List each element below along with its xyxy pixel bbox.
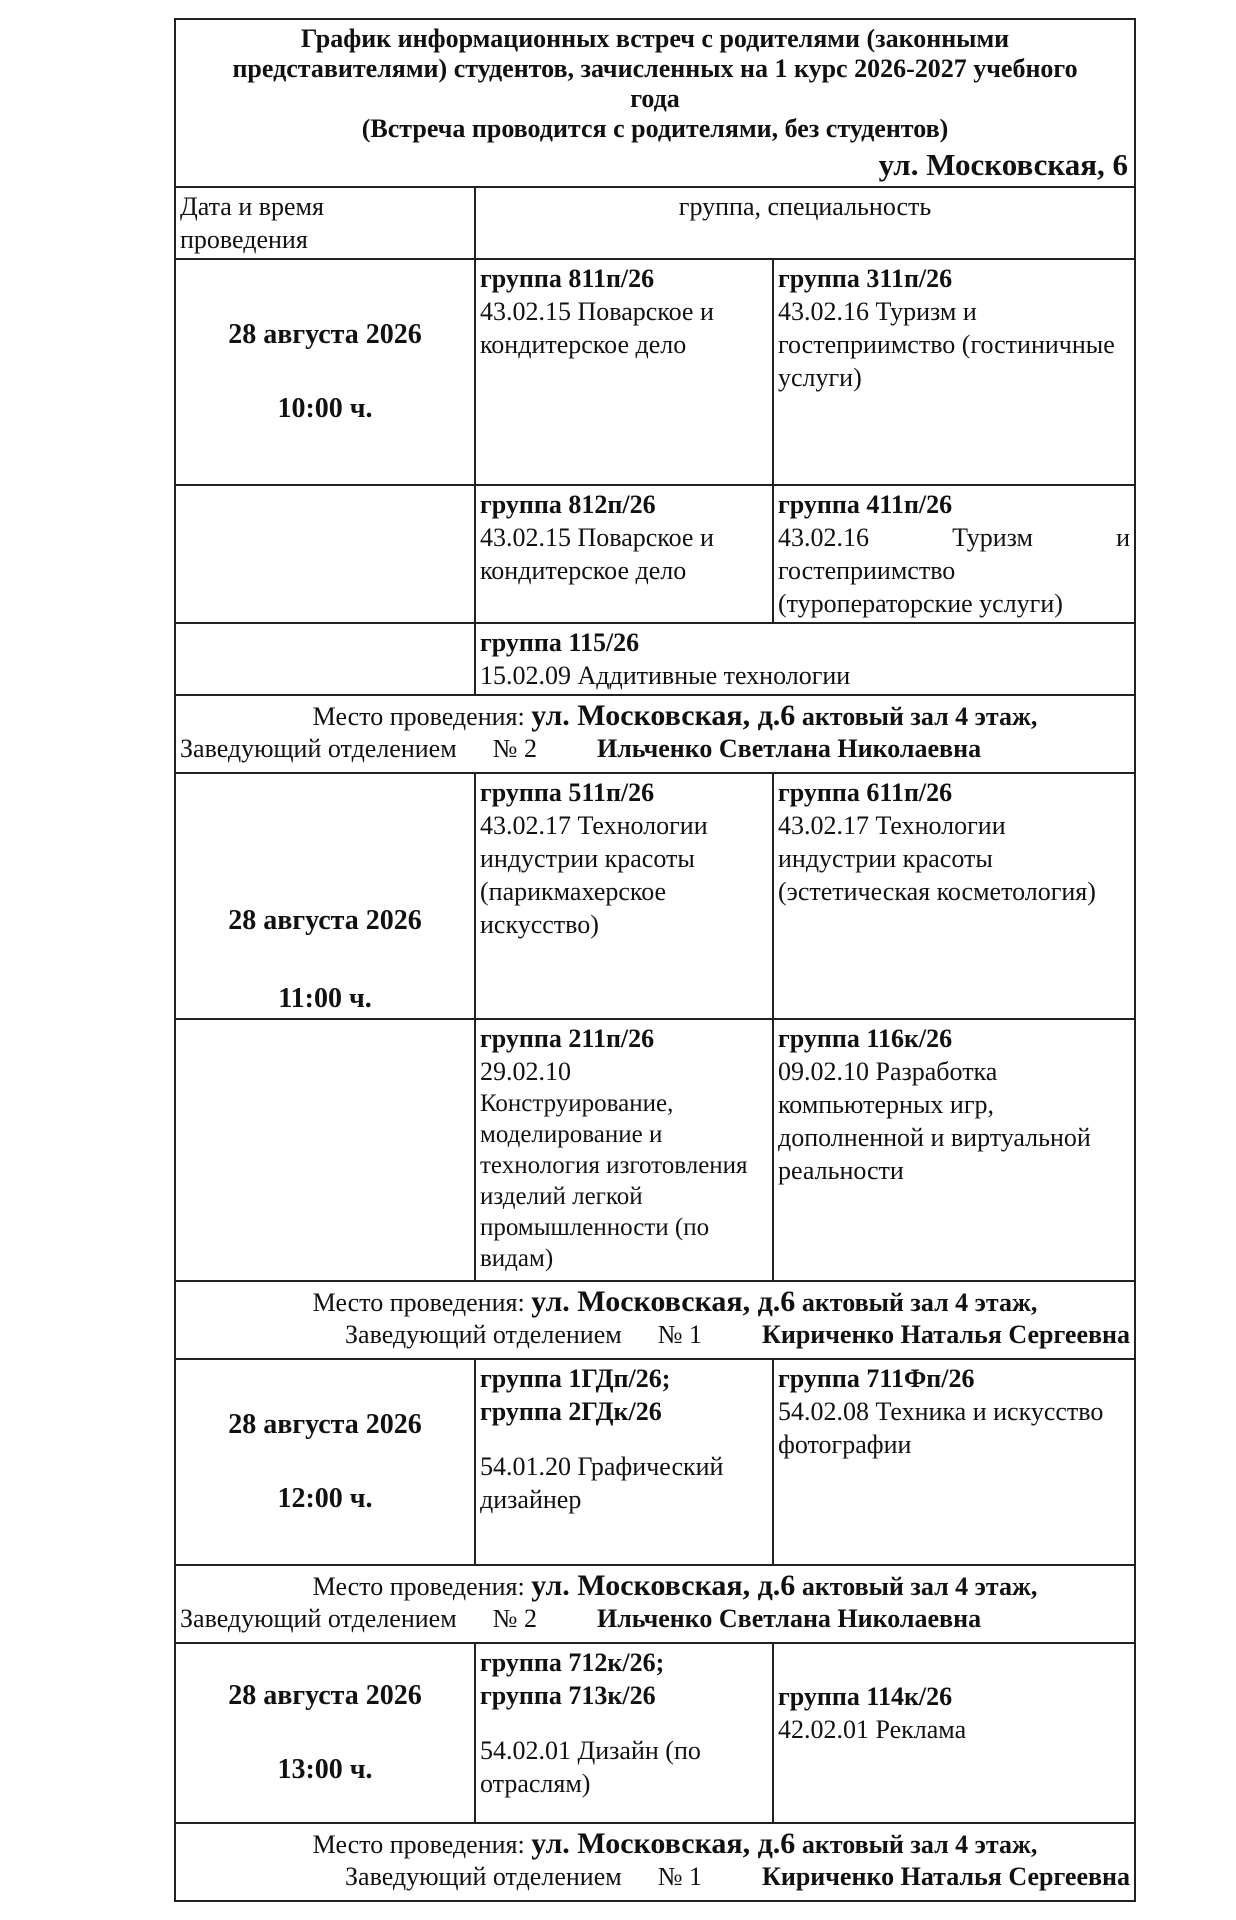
head-label: Заведующий отделением [345, 1862, 622, 1891]
specialty: 54.01.20 Графический дизайнер [480, 1452, 724, 1514]
session-2-date: 28 августа 2026 [228, 905, 422, 936]
group-name: группа 115/26 [480, 628, 640, 657]
specialty: 42.02.01 Реклама [778, 1715, 967, 1744]
head-label: Заведующий отделением [345, 1320, 622, 1349]
group-name-2: группа 713к/26 [480, 1681, 656, 1710]
specialty: 54.02.08 Техника и искусство фотографии [778, 1397, 1104, 1459]
place-address: ул. Московская, д.6 [531, 1285, 796, 1318]
group-name: группа 812п/26 [480, 490, 656, 519]
session-4-place-row [175, 1823, 1135, 1901]
session-4-time: 13:00 ч. [277, 1754, 373, 1785]
place-hall: актовый зал 4 этаж, [801, 1572, 1038, 1601]
head-name: Кириченко Наталья Сергеевна [762, 1320, 1131, 1349]
head-number: № 1 [657, 1862, 702, 1891]
head-number: № 2 [492, 734, 537, 763]
specialty: 43.02.17 Технологии индустрии красоты (эстетическая косметология) [778, 811, 1096, 906]
session-1-row-3 [175, 623, 1135, 695]
title-line-4: (Встреча проводится с родителями, без студентов) [361, 114, 949, 143]
session-2-time: 11:00 ч. [278, 983, 372, 1014]
session-3-place-row [175, 1565, 1135, 1643]
group-cell [773, 259, 1135, 485]
date-header-line-2: проведения [180, 225, 308, 254]
title-line-3: года [630, 84, 680, 113]
place-cell [175, 1565, 1135, 1643]
head-label: Заведующий отделением [180, 1604, 457, 1633]
empty-date-cell [175, 623, 475, 695]
session-3-date: 28 августа 2026 [228, 1409, 422, 1440]
place-cell [175, 695, 1135, 773]
place-address: ул. Московская, д.6 [531, 1569, 796, 1602]
session-1-datetime [175, 259, 475, 485]
specialty: 43.02.17 Технологии индустрии красоты (парикмахерское искусство) [480, 811, 708, 939]
specialty: 43.02.16 Туризм и гостеприимство (туроператорские услуги) [778, 523, 1131, 618]
session-3-row-1 [175, 1359, 1135, 1565]
empty-date-cell [175, 485, 475, 623]
group-cell [773, 773, 1135, 1019]
group-cell [475, 773, 773, 1019]
group-name: группа 511п/26 [480, 778, 655, 807]
group-cell [475, 259, 773, 485]
session-1-time: 10:00 ч. [277, 393, 373, 424]
session-4-row-1 [175, 1643, 1135, 1823]
specialty: 43.02.15 Поварское и кондитерское дело [480, 523, 714, 585]
group-column-header: группа, специальность [475, 187, 1135, 259]
group-cell [773, 1019, 1135, 1281]
session-1-row-2 [175, 485, 1135, 623]
group-name: группа 311п/26 [778, 264, 953, 293]
place-hall: актовый зал 4 этаж, [801, 1288, 1038, 1317]
head-label: Заведующий отделением [180, 734, 457, 763]
head-name: Ильченко Светлана Николаевна [596, 734, 982, 763]
group-cell [773, 1359, 1135, 1565]
group-name-2: группа 2ГДк/26 [480, 1397, 662, 1426]
group-cell [475, 1643, 773, 1823]
title-row [175, 19, 1135, 187]
group-name: группа 1ГДп/26; [480, 1364, 671, 1393]
place-label: Место проведения: [312, 1572, 525, 1601]
specialty-code: 29.02.10 [480, 1057, 571, 1086]
group-name: группа 712к/26; [480, 1648, 665, 1677]
place-hall: актовый зал 4 этаж, [801, 1830, 1038, 1859]
group-cell [475, 485, 773, 623]
session-3-time: 12:00 ч. [277, 1483, 373, 1514]
session-4-date: 28 августа 2026 [228, 1680, 422, 1711]
place-cell [175, 1823, 1135, 1901]
place-address: ул. Московская, д.6 [531, 1827, 796, 1860]
group-name: группа 611п/26 [778, 778, 953, 807]
group-name: группа 211п/26 [480, 1024, 655, 1053]
session-2-row-2 [175, 1019, 1135, 1281]
specialty: 15.02.09 Аддитивные технологии [480, 661, 851, 690]
head-name: Кириченко Наталья Сергеевна [762, 1862, 1131, 1891]
place-label: Место проведения: [312, 1288, 525, 1317]
specialty: Конструирование, моделирование и технология изготовления изделий легкой промышленности (по видам) [480, 1090, 748, 1272]
group-cell [773, 485, 1135, 623]
date-column-header [175, 187, 475, 259]
head-number: № 2 [492, 1604, 537, 1633]
session-2-row-1 [175, 773, 1135, 1019]
session-1-place-row [175, 695, 1135, 773]
title-line-2: представителями) студентов, зачисленных на 1 курс 2026-2027 учебного [232, 54, 1078, 83]
group-cell [773, 1643, 1135, 1823]
specialty: 54.02.01 Дизайн (по отраслям) [480, 1736, 701, 1798]
group-name: группа 116к/26 [778, 1024, 953, 1053]
group-cell [475, 623, 1135, 695]
group-name: группа 811п/26 [480, 264, 655, 293]
title-address: ул. Московская, 6 [878, 147, 1129, 182]
schedule-table [174, 18, 1136, 1902]
specialty: 09.02.10 Разработка компьютерных игр, дополненной и виртуальной реальности [778, 1057, 1091, 1185]
place-label: Место проведения: [312, 1830, 525, 1859]
specialty: 43.02.16 Туризм и гостеприимство (гостиничные услуги) [778, 297, 1115, 392]
empty-date-cell [175, 1019, 475, 1281]
place-label: Место проведения: [312, 702, 525, 731]
date-header-line-1: Дата и время [180, 192, 324, 221]
place-address: ул. Московская, д.6 [531, 699, 796, 732]
session-2-place-row [175, 1281, 1135, 1359]
group-name: группа 114к/26 [778, 1682, 953, 1711]
session-1-row-1 [175, 259, 1135, 485]
group-name: группа 711Фп/26 [778, 1364, 975, 1393]
title-cell [175, 19, 1135, 187]
specialty: 43.02.15 Поварское и кондитерское дело [480, 297, 714, 359]
group-name: группа 411п/26 [778, 490, 953, 519]
session-4-datetime [175, 1643, 475, 1823]
schedule-document [174, 18, 1134, 1904]
group-cell [475, 1359, 773, 1565]
title-line-1: График информационных встреч с родителями (законными [300, 24, 1010, 53]
place-cell [175, 1281, 1135, 1359]
head-number: № 1 [657, 1320, 702, 1349]
session-1-date: 28 августа 2026 [228, 319, 422, 350]
head-name: Ильченко Светлана Николаевна [596, 1604, 982, 1633]
column-header-row [175, 187, 1135, 259]
session-2-datetime [175, 773, 475, 1019]
place-hall: актовый зал 4 этаж, [801, 702, 1038, 731]
group-cell [475, 1019, 773, 1281]
session-3-datetime [175, 1359, 475, 1565]
